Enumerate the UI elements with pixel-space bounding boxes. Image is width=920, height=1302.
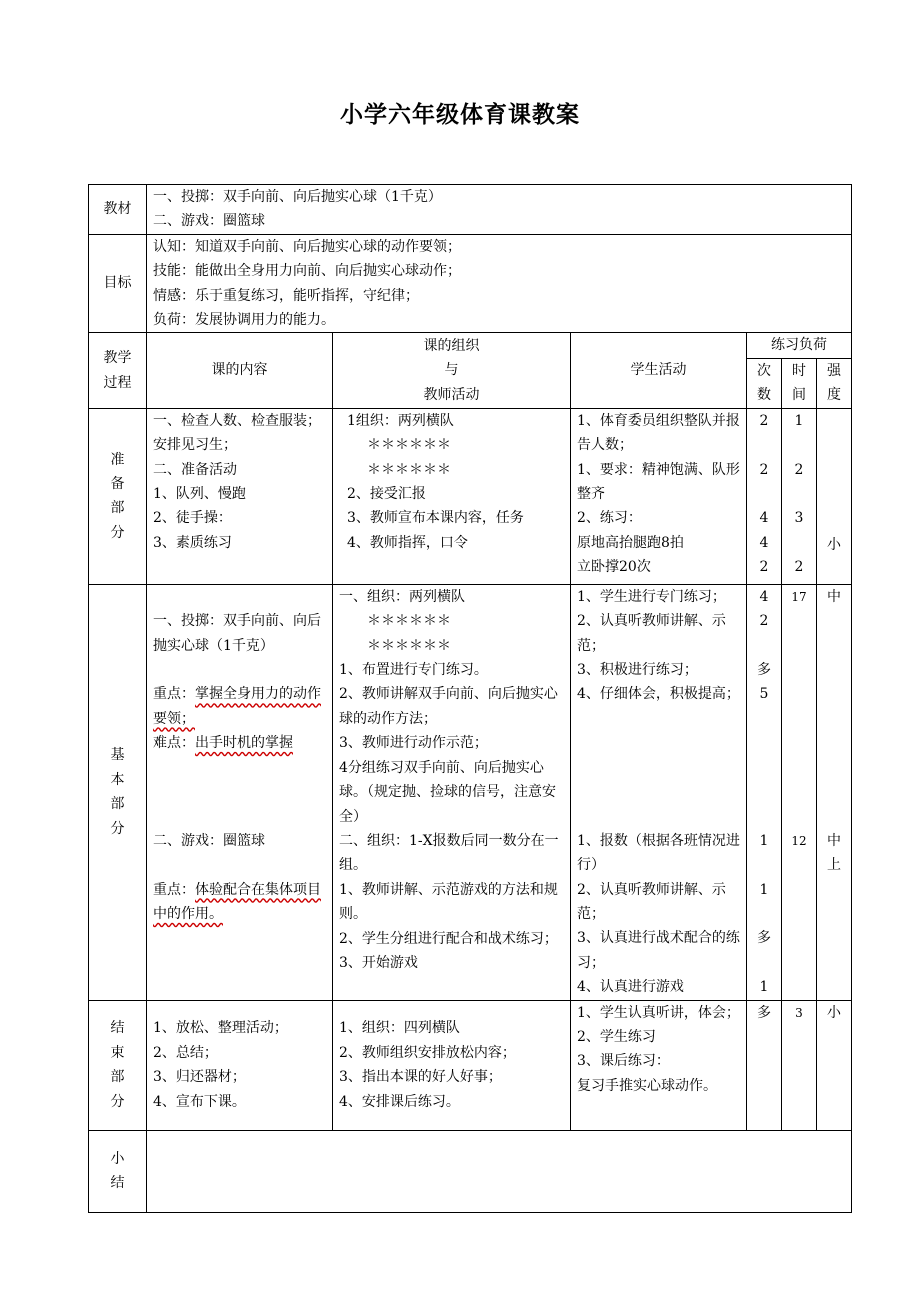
header-times: 次 数 xyxy=(747,358,782,408)
material-line: 一、投掷：双手向前、向后抛实心球（1千克） xyxy=(153,189,442,205)
material-label: 教材 xyxy=(89,185,147,235)
goal-line: 技能：能做出全身用力向前、向后抛实心球动作； xyxy=(153,263,461,280)
header-content: 课的内容 xyxy=(147,333,333,408)
header-duration: 时 间 xyxy=(782,358,817,408)
header-intensity: 强 度 xyxy=(817,358,852,408)
basic-intensity: 中 中 上 xyxy=(817,584,852,1000)
lesson-plan-table xyxy=(88,184,852,1213)
goal-content xyxy=(147,234,852,333)
basic-row xyxy=(89,584,852,1000)
prep-duration: 1 2 3 2 xyxy=(782,408,817,584)
prep-content: 一、检查人数、检查服装；安排见习生； 二、准备活动 1、队列、慢跑 2、徒手操： 3、素质练习 xyxy=(147,408,333,584)
page-title: 小学六年级体育课教案 xyxy=(340,102,580,128)
header-row-1 xyxy=(89,333,852,358)
goal-line: 负荷：发展协调用力的能力。 xyxy=(153,312,335,329)
material-content xyxy=(147,185,852,235)
basic-duration: 17 12 xyxy=(782,584,817,1000)
key-point-1: 掌握全身用力的动作要领； xyxy=(153,686,321,727)
summary-label: 小 结 xyxy=(89,1130,147,1212)
goal-line: 情感：乐于重复练习，能听指挥，守纪律； xyxy=(153,287,419,304)
summary-content xyxy=(147,1130,852,1212)
difficulty-point-1: 出手时机的掌握 xyxy=(195,735,293,752)
prep-intensity: 小 xyxy=(817,408,852,584)
end-student: 1、学生认真听讲，体会； 2、学生练习 3、课后练习： 复习手推实心球动作。 xyxy=(571,1000,747,1130)
material-line: 二、游戏：圈篮球 xyxy=(153,213,265,230)
end-row xyxy=(89,1000,852,1130)
prep-label: 准 备 部 分 xyxy=(89,408,147,584)
prep-row xyxy=(89,408,852,584)
basic-student: 1、学生进行专门练习； 2、认真听教师讲解、示范； 3、积极进行练习； 4、仔细体会，积极提高； 1、报数（根据各班情况进行） 2、认真听教师讲解、示范； 3、认真进行战术配合的练习； 4、认真进行游戏 xyxy=(571,584,747,1000)
goal-label: 目标 xyxy=(89,234,147,333)
key-point-2: 体验配合在集体项目中的作用。 xyxy=(153,881,321,923)
end-duration: 3 xyxy=(782,1000,817,1130)
basic-label: 基 本 部 分 xyxy=(89,584,147,1000)
goal-line: 认知：知道双手向前、向后抛实心球的动作要领； xyxy=(153,238,461,255)
end-org: 1、组织：四列横队 2、教师组织安排放松内容； 3、指出本课的好人好事； 4、安排课后练习。 xyxy=(333,1000,571,1130)
goal-row xyxy=(89,234,852,333)
prep-org: 1组织：两列横队 ＊＊＊＊＊＊ ＊＊＊＊＊＊ 2、接受汇报 3、教师宣布本课内容，任务 4、教师指挥，口令 xyxy=(333,408,571,584)
end-intensity: 小 xyxy=(817,1000,852,1130)
prep-student: 1、体育委员组织整队并报告人数； 1、要求：精神饱满、队形整齐 2、练习： 原地高抬腿跑8拍 立卧撑20次 xyxy=(571,408,747,584)
basic-org: 一、组织：两列横队 ＊＊＊＊＊＊ ＊＊＊＊＊＊ 1、布置进行专门练习。 2、教师讲解双手向前、向后抛实心球的动作方法； 3、教师进行动作示范； 4分组练习双手向前、向后抛实心球。（规定抛、捡球的信号，注意安全） 二、组织：1-X报数后同一数分在一组。 1、教师讲解、示范游戏的方法和规则。 2、学生分组进行配合和战术练习； 3、开始游戏 xyxy=(333,584,571,1000)
prep-times: 2 2 4 4 2 xyxy=(747,408,782,584)
header-org: 课的组织 与 教师活动 xyxy=(333,333,571,408)
summary-row xyxy=(89,1130,852,1212)
end-label: 结 束 部 分 xyxy=(89,1000,147,1130)
header-student: 学生活动 xyxy=(571,333,747,408)
end-content: 1、放松、整理活动； 2、总结； 3、归还器材； 4、宣布下课。 xyxy=(147,1000,333,1130)
header-load: 练习负荷 xyxy=(747,333,852,358)
basic-content: 一、投掷：双手向前、向后抛实心球（1千克） 重点：掌握全身用力的动作要领； 难点：出手时机的掌握 二、游戏：圈篮球 重点：体验配合在集体项目中的作用。 xyxy=(147,584,333,1000)
end-times: 多 xyxy=(747,1000,782,1130)
material-row xyxy=(89,185,852,235)
header-process: 教学 过程 xyxy=(89,333,147,408)
basic-times: 4 2 多 5 1 1 多 1 xyxy=(747,584,782,1000)
